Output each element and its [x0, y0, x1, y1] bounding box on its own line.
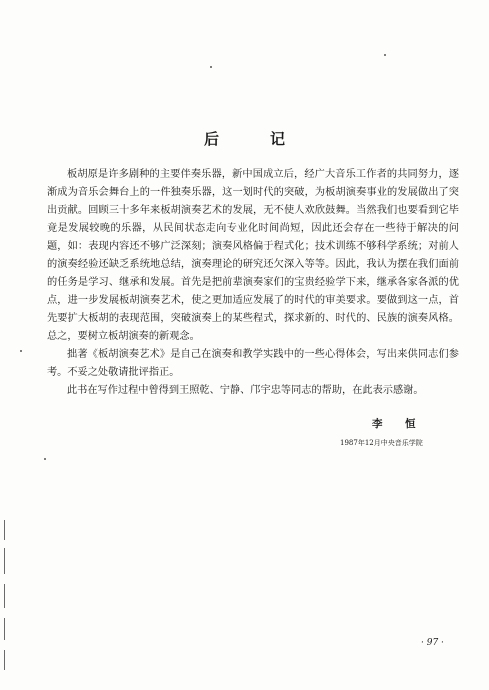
paragraph-1: 板胡原是许多剧种的主要伴奏乐器，新中国成立后，经广大音乐工作者的共同努力，逐渐成为音乐会舞台上的一件独奏乐器，这一划时代的突破，为板胡演奏事业的发展做出了突出贡献。回顾三十多年来板胡演奏艺术的发展，无不使人欢欣鼓舞。当然我们也要看到它毕竟是发展较晚的乐器，从民间状态走向专业化时间尚短，因此还会存在一些待于解决的问题，如：表现内容还不够广泛深刻；演奏风格偏于程式化；技术训练不够科学系统；对前人的演奏经验还缺乏系统地总结，演奏理论的研究还欠深入等等。因此，我认为摆在我们面前的任务是学习、继承和发展。首先是把前辈演奏家们的宝贵经验学下来，继承各家各派的优点，进一步发展板胡演奏艺术，使之更加适应发展了的时代的审美要求。要做到这一点，首先要扩大板胡的表现范围，突破演奏上的某些程式，探求新的、时代的、民族的演奏风格。总之，要树立板胡演奏的新观念。 [47, 169, 459, 342]
scan-margin-mark [4, 650, 5, 670]
date-affiliation: 1987年12月中央音乐学院 [340, 439, 423, 447]
scan-margin-mark [4, 584, 5, 608]
scan-speck [44, 458, 46, 460]
scan-speck [20, 350, 22, 352]
page-title: 后 记 [203, 130, 303, 148]
scan-speck [210, 66, 212, 68]
scan-margin-mark [4, 520, 5, 540]
paragraph-3: 此书在写作过程中曾得到王照乾、宁静、邝宇忠等同志的帮助，在此表示感谢。 [67, 385, 424, 396]
page-number: · 97 · [421, 638, 444, 648]
author-signature: 李 恒 [372, 418, 422, 430]
scan-margin-mark [4, 618, 5, 640]
body-text [47, 166, 459, 400]
paragraph-2: 拙著《板胡演奏艺术》是自己在演奏和教学实践中的一些心得体会，写出来供同志们参考。不妥之处敬请批评指正。 [47, 349, 459, 378]
scan-speck [384, 54, 386, 56]
scan-margin-mark [4, 548, 5, 574]
